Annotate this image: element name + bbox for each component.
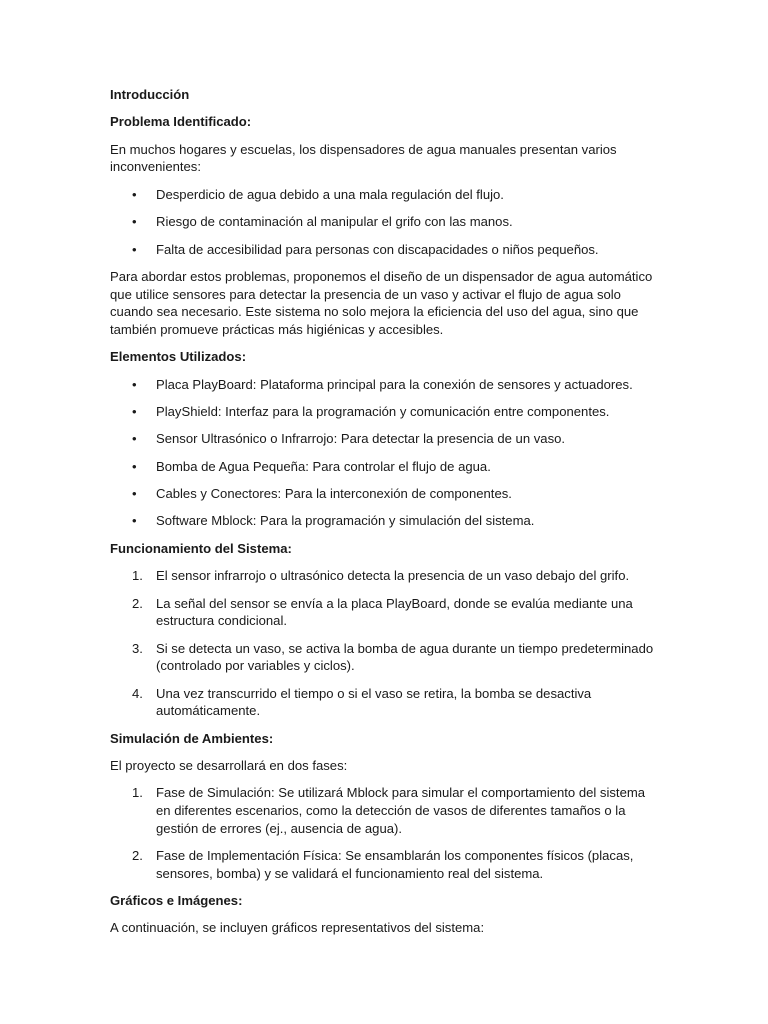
- simulation-heading: Simulación de Ambientes:: [110, 730, 274, 746]
- element-text: Sensor Ultrasónico o Infrarrojo: Para detectar la presencia de un vaso.: [156, 431, 566, 447]
- list-number: 1.: [132, 568, 143, 584]
- list-number: 1.: [132, 785, 143, 801]
- elements-heading: Elementos Utilizados:: [110, 349, 247, 365]
- list-item: [110, 403, 662, 421]
- step-text: Si se detecta un vaso, se activa la bomba de agua durante un tiempo predeterminado (controlado por variables y ciclos).: [156, 640, 654, 674]
- list-item: [110, 213, 662, 231]
- problem-text: Desperdicio de agua debido a una mala regulación del flujo.: [156, 186, 504, 202]
- element-text: Cables y Conectores: Para la interconexión de componentes.: [156, 486, 512, 502]
- list-item: [110, 567, 662, 585]
- bullet-icon: •: [132, 241, 137, 257]
- problem-text: Falta de accesibilidad para personas con discapacidades o niños pequeños.: [156, 241, 599, 257]
- element-text: Software Mblock: Para la programación y simulación del sistema.: [156, 513, 535, 529]
- bullet-icon: •: [132, 214, 137, 230]
- intro-heading: Introducción: [110, 87, 190, 102]
- step-text: El sensor infrarrojo o ultrasónico detecta la presencia de un vaso debajo del grifo.: [156, 568, 630, 584]
- list-item: [110, 512, 662, 530]
- phase-text: Fase de Simulación: Se utilizará Mblock para simular el comportamiento del sistema en diferentes escenarios, como la detección de vasos de diferentes tamaños o la gestión de errores (ej., ausencia de agua).: [156, 785, 646, 836]
- problem-text: Riesgo de contaminación al manipular el grifo con las manos.: [156, 214, 513, 230]
- list-item: [110, 595, 662, 630]
- list-item: [110, 640, 662, 675]
- graphics-heading: Gráficos e Imágenes:: [110, 892, 243, 908]
- list-number: 2.: [132, 595, 143, 611]
- list-item: [110, 685, 662, 720]
- document-body: [110, 86, 662, 947]
- problems-list: [110, 186, 662, 258]
- element-text: PlayShield: Interfaz para la programación y comunicación entre componentes.: [156, 403, 610, 419]
- list-number: 4.: [132, 685, 143, 701]
- list-item: [110, 847, 662, 882]
- problem-intro: En muchos hogares y escuelas, los dispensadores de agua manuales presentan varios inconvenientes:: [110, 141, 617, 175]
- operation-steps-list: [110, 567, 662, 720]
- bullet-icon: •: [132, 486, 137, 502]
- operation-heading: Funcionamiento del Sistema:: [110, 540, 292, 556]
- proposal-paragraph: Para abordar estos problemas, proponemos el diseño de un dispensador de agua automático que utilice sensores para detectar la presencia de un vaso y activar el flujo de agua solo cuando sea necesario. Este sistema no solo mejora la eficiencia del uso del agua, sino que también promueve prácticas más higiénicas y accesibles.: [110, 268, 653, 337]
- list-number: 3.: [132, 640, 143, 656]
- list-item: [110, 458, 662, 476]
- phase-text: Fase de Implementación Física: Se ensamblarán los componentes físicos (placas, sensores, bomba) y se validará el funcionamiento real del sistema.: [156, 847, 634, 881]
- bullet-icon: •: [132, 403, 137, 419]
- list-item: [110, 430, 662, 448]
- list-item: [110, 241, 662, 259]
- step-text: Una vez transcurrido el tiempo o si el vaso se retira, la bomba se desactiva automáticamente.: [156, 685, 592, 719]
- list-item: [110, 376, 662, 394]
- list-item: [110, 186, 662, 204]
- bullet-icon: •: [132, 431, 137, 447]
- bullet-icon: •: [132, 513, 137, 529]
- problem-heading: Problema Identificado:: [110, 114, 252, 130]
- bullet-icon: •: [132, 376, 137, 392]
- element-text: Placa PlayBoard: Plataforma principal para la conexión de sensores y actuadores.: [156, 376, 633, 392]
- simulation-intro: El proyecto se desarrollará en dos fases:: [110, 757, 348, 773]
- bullet-icon: •: [132, 186, 137, 202]
- list-number: 2.: [132, 847, 143, 863]
- list-item: [110, 485, 662, 503]
- phases-list: [110, 784, 662, 882]
- element-text: Bomba de Agua Pequeña: Para controlar el flujo de agua.: [156, 458, 491, 474]
- step-text: La señal del sensor se envía a la placa PlayBoard, donde se evalúa mediante una estructura condicional.: [156, 595, 633, 629]
- bullet-icon: •: [132, 458, 137, 474]
- graphics-intro: A continuación, se incluyen gráficos representativos del sistema:: [110, 920, 485, 936]
- elements-list: [110, 376, 662, 531]
- list-item: [110, 784, 662, 837]
